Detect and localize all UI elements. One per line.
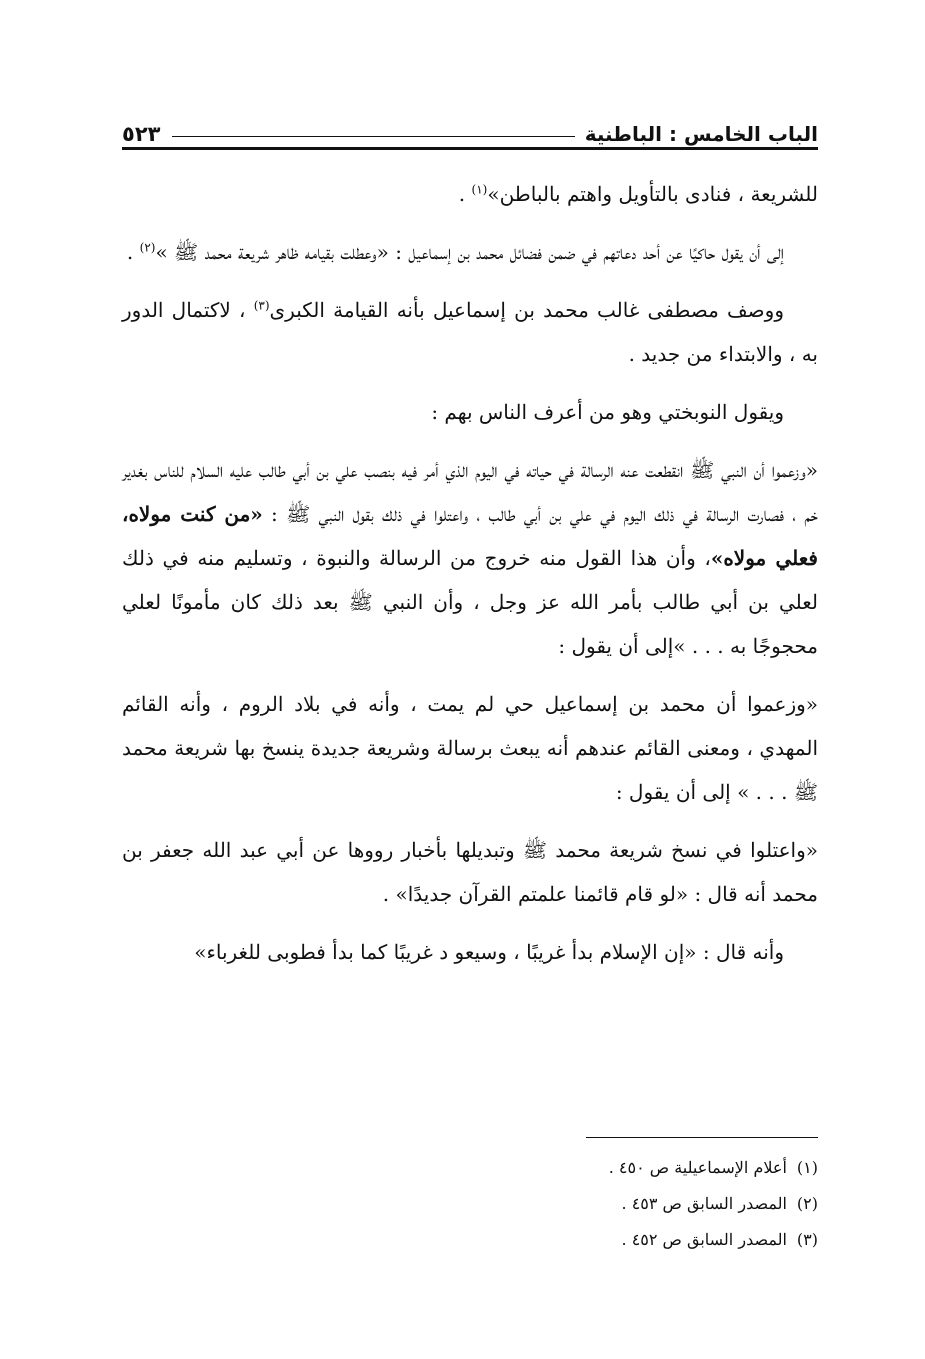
footnote-text: المصدر السابق ص ٤٥٣ . xyxy=(621,1194,787,1213)
paragraph-p3 xyxy=(122,288,818,376)
paragraph-p5 xyxy=(122,448,818,668)
footnote-number: (٢) xyxy=(796,1194,818,1213)
running-header xyxy=(122,106,818,146)
footnote-separator xyxy=(586,1137,818,1138)
text-segment: . xyxy=(458,182,472,206)
footnote-reference: (١) xyxy=(471,182,488,197)
text-segment: ويقول النوبختي وهو من أعرف الناس بهم : xyxy=(431,400,784,424)
paragraph-p8 xyxy=(122,930,818,974)
footnote-text: أعلام الإسماعيلية ص ٤٥٠ . xyxy=(608,1158,787,1177)
text-segment: ووصف مصطفى غالب محمد بن إسماعيل بأنه القيامة الكبرى xyxy=(269,298,784,322)
bold-quote: «من كنت مولاه، فعلي مولاه» xyxy=(122,502,818,570)
text-segment: . xyxy=(126,240,140,264)
footnote-reference: (٣) xyxy=(253,298,270,313)
footnote-item xyxy=(318,1222,818,1258)
body-text xyxy=(122,172,818,988)
footnote-number: (١) xyxy=(796,1158,818,1177)
paragraph-p7 xyxy=(122,828,818,916)
text-segment: إلى أن يقول حاكيًا عن أحد دعاتهم في ضمن فضائل محمد بن إسماعيل : «وعطلت بقيامه ظاهر شريعة محمد ﷺ » xyxy=(155,240,784,264)
text-segment: للشريعة ، فنادى بالتأويل واهتم بالباطن» xyxy=(487,182,818,206)
text-segment: وأنه قال : «إن الإسلام بدأ غريبًا ، وسيعو د غريبًا كما بدأ فطوبى للغرباء» xyxy=(194,940,784,964)
footnote-text: المصدر السابق ص ٤٥٢ . xyxy=(621,1230,787,1249)
footnote-item xyxy=(318,1186,818,1222)
text-segment: ، وأن هذا القول منه خروج من الرسالة والنبوة ، وتسليم منه في ذلك لعلي بن أبي طالب بأمر الله عز وجل ، وأن النبي ﷺ بعد ذلك كان مأمونًا لعلي محجوجًا به . . . »إلى أن يقول : xyxy=(122,546,818,658)
footnote-item xyxy=(318,1150,818,1186)
header-leader-line xyxy=(172,136,574,137)
text-segment: «واعتلوا في نسخ شريعة محمد ﷺ وتبديلها بأخبار رووها عن أبي عبد الله جعفر بن محمد أنه قال : «لو قام قائمنا علمتم القرآن جديدًا» . xyxy=(122,838,818,906)
chapter-title: الباب الخامس : الباطنية xyxy=(584,122,818,146)
paragraph-p6 xyxy=(122,682,818,814)
footnote-reference: (٢) xyxy=(139,240,156,255)
paragraph-p1 xyxy=(122,172,818,216)
footnotes xyxy=(318,1150,818,1258)
paragraph-p4 xyxy=(122,390,818,434)
text-segment: ، لاكتمال الدور به ، والابتداء من جديد . xyxy=(122,298,818,366)
paragraph-p2 xyxy=(122,230,818,274)
footnote-number: (٣) xyxy=(796,1230,818,1249)
page-number: ٥٢٣ xyxy=(122,122,161,146)
text-segment: «وزعموا أن النبي ﷺ انقطعت عنه الرسالة في حياته في اليوم الذي أمر فيه بنصب علي بن أبي طالب عليه السلام للناس بغدير خم ، فصارت الرسالة في ذلك اليوم في علي بن أبي طالب ، واعتلوا في ذلك بقول النبي ﷺ : xyxy=(122,458,818,526)
text-segment: «وزعموا أن محمد بن إسماعيل حي لم يمت ، وأنه في بلاد الروم ، وأنه القائم المهدي ، ومعنى القائم عندهم أنه يبعث برسالة وشريعة جديدة ينسخ بها شريعة محمد ﷺ . . . » إلى أن يقول : xyxy=(122,692,819,804)
header-rule xyxy=(122,147,818,150)
